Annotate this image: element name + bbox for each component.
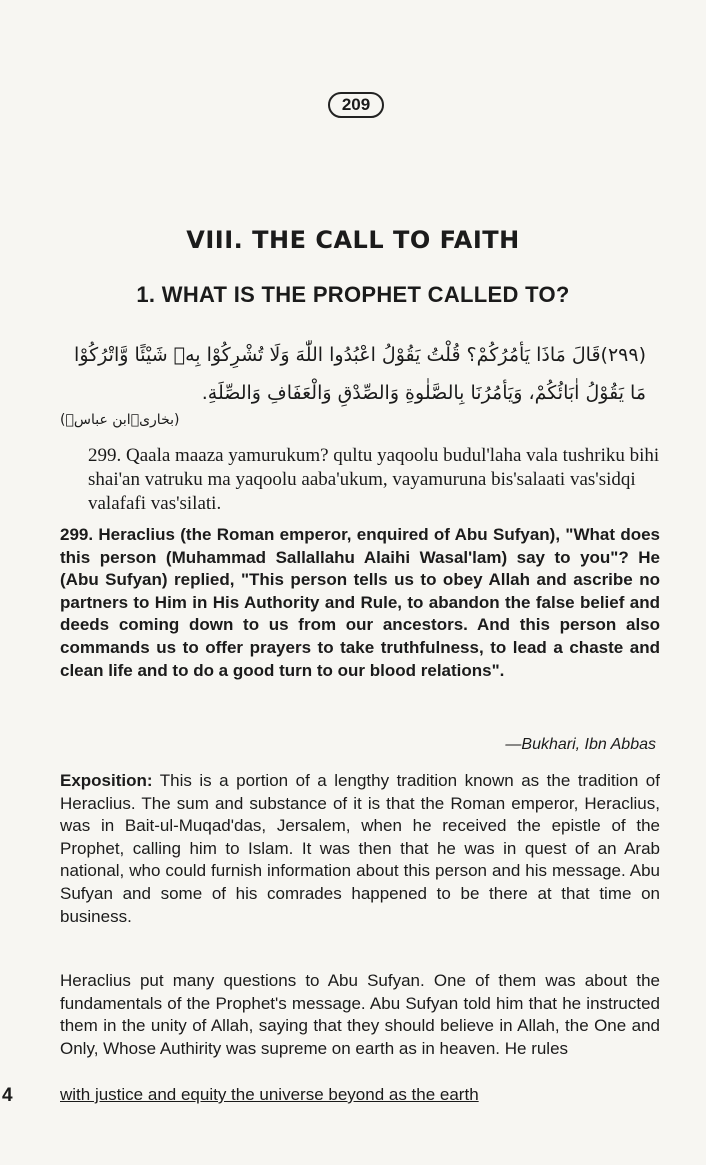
paragraph-2 [60, 970, 660, 1060]
paragraph-2-last-line: with justice and equity the universe beyond as the earth [60, 1085, 479, 1104]
paragraph-2-text: Heraclius put many questions to Abu Sufyan. One of them was about the fundamentals of the Prophet's message. Abu Sufyan told him that he instructed them in the unity of Allah, saying that they should believe in Allah, the One and Only, Whose Authirity was supreme on earth as in heaven. He rules [60, 971, 660, 1058]
section-title: 1. WHAT IS THE PROPHET CALLED TO? [136, 282, 570, 307]
exposition-text: This is a portion of a lengthy tradition known as the tradition of Heraclius. The sum and substance of it is that the Roman emperor, Heraclius, was in Bait-ul-Muqad'das, Jersalem, when he received the epistle of the Prophet, calling him to Islam. It was then that he was in quest of an Arab national, who could furnish information about this person and his message. Abu Sufyan and some of his comrades happened to be there at that time on business. [60, 771, 660, 926]
margin-number: 4 [2, 1085, 13, 1106]
exposition-label: Exposition: [60, 771, 153, 790]
chapter-title: VIII. THE CALL TO FAITH [186, 226, 520, 254]
exposition-paragraph [60, 770, 660, 928]
arabic-text-line-2: مَا يَقُوْلُ اٰبَائُكُمْ، وَيَأْمُرُنَا بِالصَّلٰوةِ وَالصِّدْقِ وَالْعَفَافِ وَالصِّلَةِ. [201, 382, 646, 404]
hadith-source: —Bukhari, Ibn Abbas [505, 736, 656, 753]
arabic-reference: (بخاری۔ابن عباسؓ) [60, 412, 180, 428]
page-number: 209 [328, 92, 384, 118]
arabic-text-line-1: (٢٩٩)قَالَ مَاذَا يَأْمُرُكُمْ؟ قُلْتُ يَقُوْلُ اعْبُدُوا اللّٰهَ وَلَا تُشْرِكُوْا بِهٖ شَيْئًا وَّاتْرُكُوْا [74, 344, 646, 366]
translation-paragraph: 299. Heraclius (the Roman emperor, enquired of Abu Sufyan), "What does this person (Muhammad Sallallahu Alaihi Wasal'lam) say to you"? He (Abu Sufyan) replied, "This person tells us to obey Allah and ascribe no partners to Him in His Authority and Rule, to abandon the false belief and deeds coming down to us from our ancestors. And this person also commands us to offer prayers to take truthfulness, to lead a chaste and clean life and to do a good turn to our blood relations". [60, 525, 660, 680]
transliteration: 299. Qaala maaza yamurukum? qultu yaqoolu budul'laha vala tushriku bihi shai'an vatruku ma yaqoolu aaba'ukum, vayamuruna bis'salaati vas'sidqi valafafi vas'silati. [88, 445, 660, 514]
